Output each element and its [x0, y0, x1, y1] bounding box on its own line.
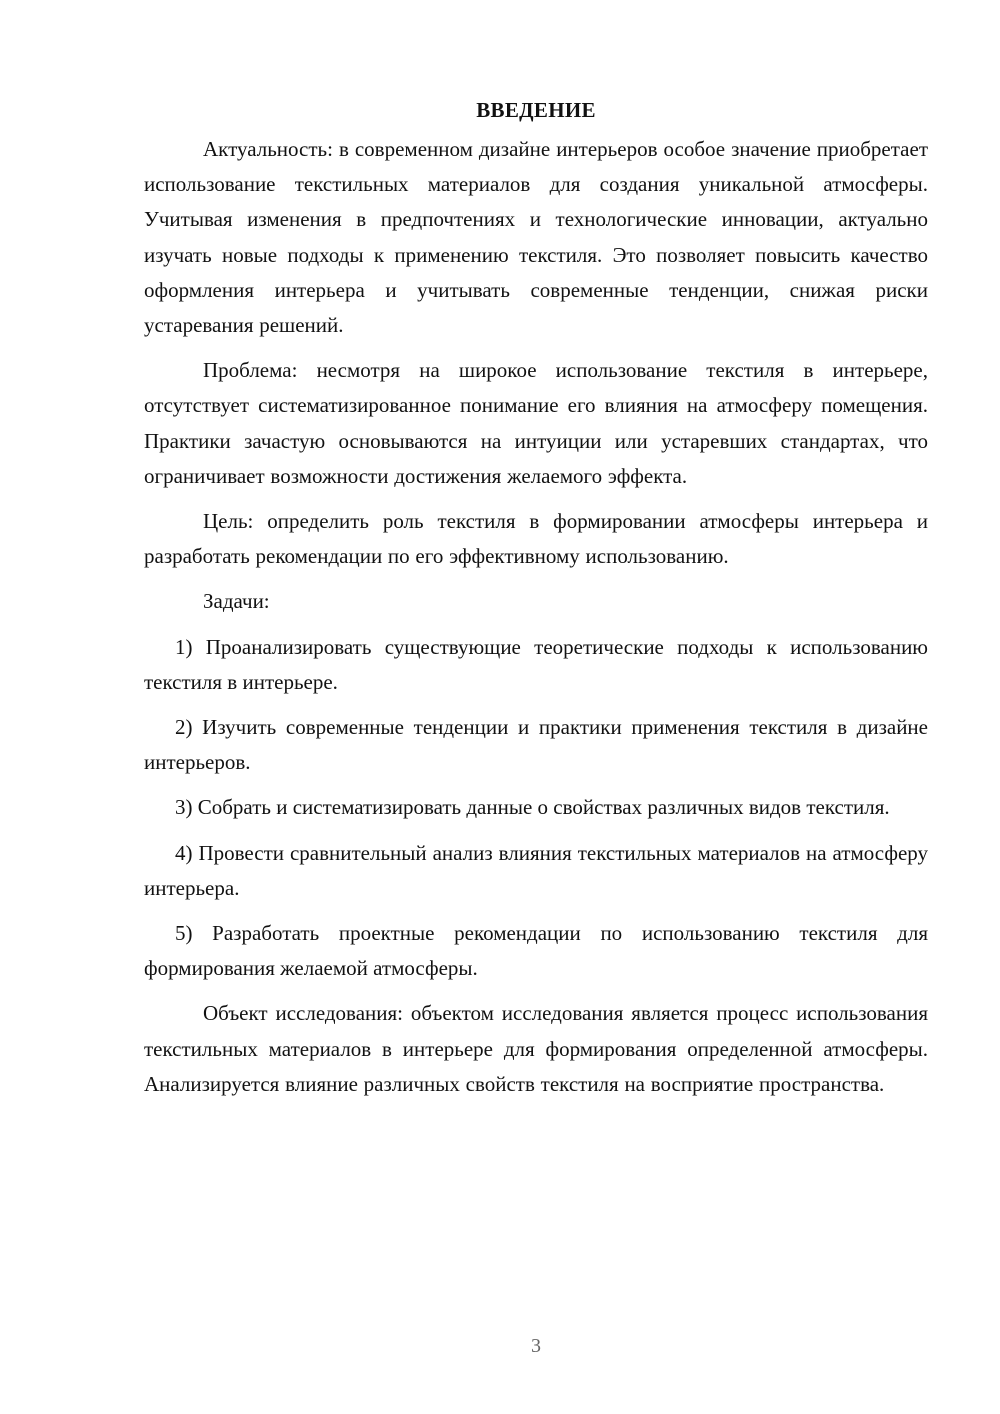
page-content [144, 92, 928, 1112]
page-number: 3 [531, 1335, 541, 1357]
section-heading: ВВЕДЕНИЕ [476, 98, 596, 122]
task-item-5: 5) Разработать проектные рекомендации по использованию текстиля для формирования желаемой атмосферы. [144, 921, 928, 981]
paragraph-object: Объект исследования: объектом исследования является процесс использования текстильных материалов в интерьере для формирования определенной атмосферы. Анализируется влияние различных свойств текстиля на восприятие пространства. [144, 1001, 928, 1096]
task-item-1: 1) Проанализировать существующие теоретические подходы к использованию текстиля в интерьере. [144, 634, 928, 694]
paragraph-goal: Цель: определить роль текстиля в формировании атмосферы интерьера и разработать рекомендации по его эффективному использованию. [144, 509, 928, 569]
paragraph-problem: Проблема: несмотря на широкое использование текстиля в интерьере, отсутствует систематизированное понимание его влияния на атмосферу помещения. Практики зачастую основываются на интуиции или устаревших стандартах, что ограничивает возможности достижения желаемого эффекта. [144, 358, 928, 488]
task-item-2: 2) Изучить современные тенденции и практики применения текстиля в дизайне интерьеров. [144, 715, 928, 775]
tasks-label: Задачи: [203, 589, 270, 614]
task-item-4: 4) Провести сравнительный анализ влияния текстильных материалов на атмосферу интерьера. [144, 840, 928, 900]
paragraph-relevance: Актуальность: в современном дизайне интерьеров особое значение приобретает использование текстильных материалов для создания уникальной атмосферы. Учитывая изменения в предпочтениях и технологические инновации, актуально изучать новые подходы к применению текстиля. Это позволяет повысить качество оформления интерьера и учитывать современные тенденции, снижая риски устаревания решений. [144, 137, 928, 338]
task-item-3: 3) Собрать и систематизировать данные о свойствах различных видов текстиля. [175, 795, 890, 820]
